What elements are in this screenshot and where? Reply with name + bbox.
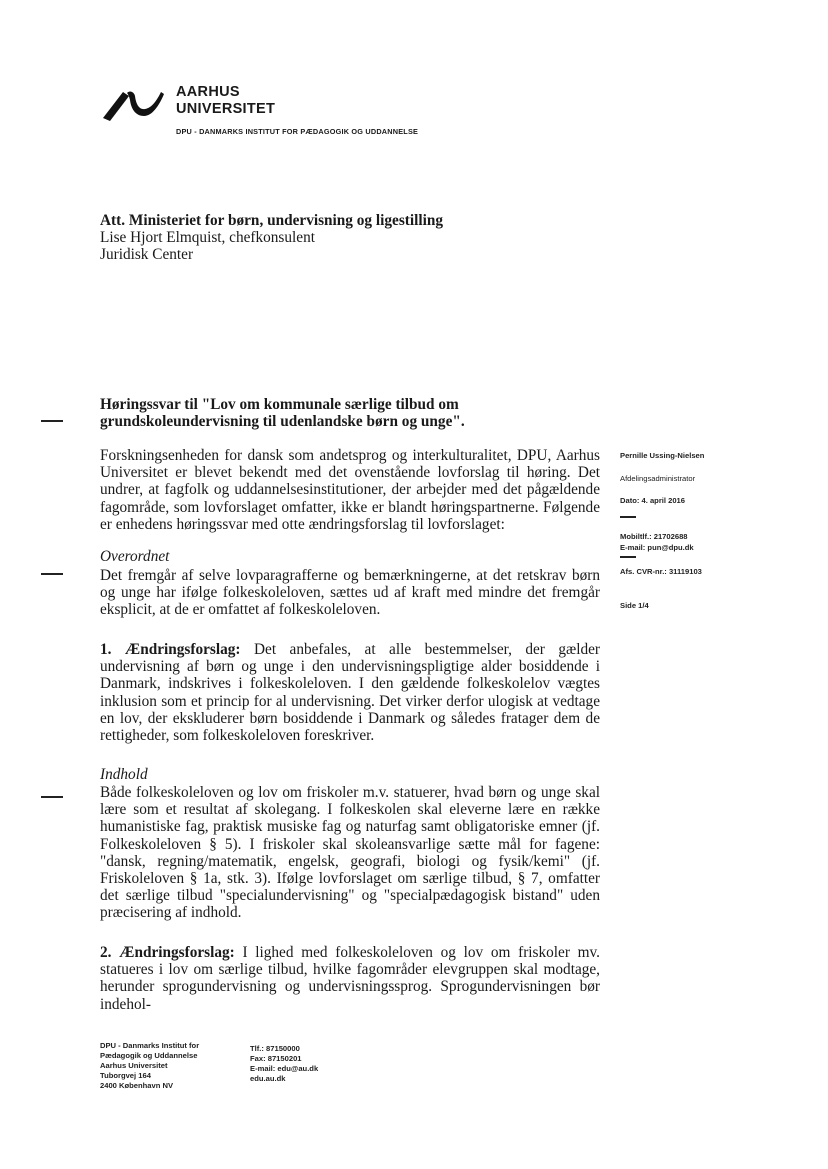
footer-email: E-mail: edu@au.dk xyxy=(250,1064,319,1073)
sidebar-date: Dato: 4. april 2016 xyxy=(620,496,685,505)
sidebar-page-number: Side 1/4 xyxy=(620,601,649,610)
footer-address-line: DPU - Danmarks Institut for xyxy=(100,1041,200,1050)
footer-address-line: Tuborgvej 164 xyxy=(100,1071,151,1080)
footer-fax: Fax: 87150201 xyxy=(250,1054,302,1063)
document-title: Høringssvar til "Lov om kommunale særlige tilbud om grundskoleundervisning til udenlandske børn og unge". xyxy=(100,396,465,430)
recipient-person: Lise Hjort Elmquist, chefkonsulent xyxy=(100,229,315,246)
section-overordnet-text: Det fremgår af selve lovparagrafferne og bemærkningerne, at det retskrav børn og unge har ifølge folkeskoleloven, sættes ud af kraft med mindre det fremgår eksplicit, at de er omfattet af folkeskoleloven. xyxy=(100,567,600,619)
sidebar-divider xyxy=(620,556,636,558)
recipient-block xyxy=(100,212,443,263)
logo-aarhus: AARHUS xyxy=(176,84,240,100)
recipient-ministry: Att. Ministeriet for børn, undervisning og ligestilling xyxy=(100,212,444,229)
sidebar-cvr: Afs. CVR-nr.: 31119103 xyxy=(620,567,702,576)
sidebar-mobile: Mobiltlf.: 21702688 xyxy=(620,532,688,541)
section-indhold-text: Både folkeskoleloven og lov om friskoler m.v. statuerer, hvad børn og unge skal lære som et resultat af skolegang. I folkeskolen skal eleverne lære en række humanistiske fag, praktisk musiske fag og naturfag samt obligatoriske emner (jf. Folkeskoleloven § 5). I friskoler skal skoleansvarlige sætte mål for fagene: "dansk, regning/matematik, engelsk, geografi, biologi og fysik/kemi" (jf. Friskoleloven § 1a, stk. 3). Ifølge lovforslaget om særlige tilbud, § 7, omfatter det særlige tilbud "specialundervisning" og "specialpædagogisk bistand" uden præcisering af indhold. xyxy=(100,784,600,922)
section-heading-indhold: Indhold xyxy=(100,766,148,783)
footer-address-line: Pædagogik og Uddannelse xyxy=(100,1051,198,1060)
sidebar-divider xyxy=(620,516,636,518)
footer-address-line: Aarhus Universitet xyxy=(100,1061,168,1070)
change-proposal-1-label: 1. Ændringsforslag: xyxy=(100,641,241,658)
change-proposal-1 xyxy=(100,641,600,744)
footer-website: edu.au.dk xyxy=(250,1074,286,1083)
intro-paragraph: Forskningsenheden for dansk som andetsprog og interkulturalitet, DPU, Aarhus Universitet er blevet bekendt med det ovenstående lovforslag til høring. Det undrer, at fagfolk og uddannelsesinstitutioner, der arbejder med det pågældende fagområde, som lovforslaget omfatter, ikke er blandt høringspartnerne. Følgende er enhedens høringssvar med otte ændringsforslag til lovforslaget: xyxy=(100,447,600,533)
footer-contact xyxy=(250,1044,318,1084)
change-proposal-2-label: 2. Ændringsforslag: xyxy=(100,944,235,961)
footer-address xyxy=(100,1041,199,1091)
sidebar-role: Afdelingsadministrator xyxy=(620,474,696,483)
sidebar-email: E-mail: pun@dpu.dk xyxy=(620,543,694,552)
change-proposal-1-text: Det anbefales, at alle bestemmelser, der gælder undervisning af børn og unge i den undervisningspligtige alder bosiddende i Danmark, indskrives i folkeskoleloven. I den gældende folkeskolelov vægtes inklusion som et princip for al undervisning. Det virker derfor ulogisk at vedtage en lov, der ekskluderer børn bosiddende i Danmark og således fratager dem de rettigheder, som folkeskoleloven foreskriver. xyxy=(100,641,600,745)
margin-fold-mark xyxy=(41,573,63,575)
footer-address-line: 2400 København NV xyxy=(100,1081,174,1090)
change-proposal-2 xyxy=(100,944,600,1013)
margin-fold-mark xyxy=(41,796,63,798)
section-heading-overordnet: Overordnet xyxy=(100,548,170,565)
logo-universitet: UNIVERSITET xyxy=(176,101,276,117)
footer-phone: Tlf.: 87150000 xyxy=(250,1044,300,1053)
aarhus-university-logo-icon xyxy=(101,82,165,122)
change-proposal-2-text: I lighed med folkeskoleloven og lov om friskoler mv. statueres i lov om særlige tilbud, hvilke fagområder elevgruppen skal modtage, herunder sprogundervisning og undervisningssprog. Sprogundervisningen bør indehol- xyxy=(100,944,600,1013)
sidebar-contact-name: Pernille Ussing-Nielsen xyxy=(620,451,705,460)
margin-fold-mark xyxy=(41,420,63,422)
recipient-department: Juridisk Center xyxy=(100,246,194,263)
logo-subtitle: DPU - DANMARKS INSTITUT FOR PÆDAGOGIK OG UDDANNELSE xyxy=(176,127,419,136)
